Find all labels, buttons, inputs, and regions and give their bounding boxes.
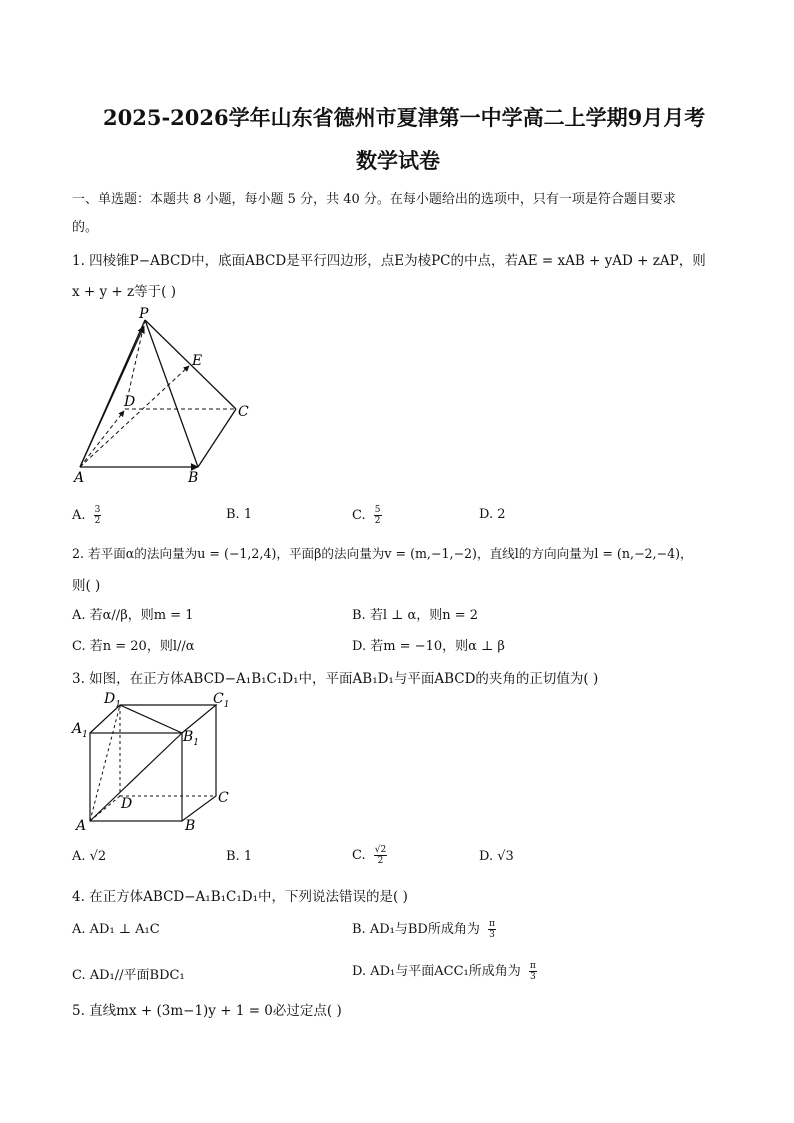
edge-BC <box>198 409 236 467</box>
q1-option-a[interactable]: A. $\frac{3}{2}$ <box>72 505 101 526</box>
question-2-stem-cont: 则( ) <box>72 578 101 594</box>
q4-option-c[interactable]: C. AD₁//平面BDC₁ <box>72 968 185 983</box>
label-B1: $B_1$ <box>183 729 200 748</box>
label-P: P <box>139 306 149 322</box>
cube-top-face <box>90 705 216 733</box>
section-heading: 一、单选题：本题共 8 小题，每小题 5 分，共 40 分。在每小题给出的选项中，只有一项是符合题目要求 <box>72 192 676 207</box>
label-D: D <box>121 796 133 812</box>
label-B: B <box>185 818 196 834</box>
q4-option-d[interactable]: D. AD₁与平面ACC₁所成角为 $\frac{\pi}{3}$ <box>352 961 536 982</box>
q3-option-d[interactable]: D. √3 <box>479 849 514 864</box>
q4-option-a[interactable]: A. AD₁ ⊥ A₁C <box>72 922 160 937</box>
q2-option-b[interactable]: B. 若l ⊥ α，则n = 2 <box>352 608 479 623</box>
question-3-stem: 3. 如图，在正方体ABCD−A₁B₁C₁D₁中，平面AB₁D₁与平面ABCD的夹角的正切值为( ) <box>72 671 599 687</box>
q2-option-d[interactable]: D. 若m = −10，则α ⊥ β <box>352 639 505 654</box>
label-A: A <box>74 470 85 486</box>
label-C1: $C_1$ <box>213 691 230 710</box>
q1-option-b[interactable]: B. 1 <box>226 507 253 522</box>
page-title: 2025-2026学年山东省德州市夏津第一中学高二上学期9月月考 <box>103 105 706 130</box>
edge-PC <box>145 320 236 409</box>
fraction-3-2: $\frac{3}{2}$ <box>94 505 101 526</box>
fraction-sqrt2-2: $\frac{√2}{2}$ <box>374 845 387 866</box>
question-1-stem-cont: x + y + z等于( ) <box>72 284 176 300</box>
q3-option-a[interactable]: A. √2 <box>72 849 107 864</box>
diag-AD1 <box>90 705 120 821</box>
diag-D1B1 <box>120 705 182 733</box>
section-heading-cont: 的。 <box>72 220 99 235</box>
q3-option-c[interactable]: C. $\frac{√2}{2}$ <box>352 845 387 866</box>
pyramid-figure <box>70 305 270 490</box>
question-1-stem: 1. 四棱锥P−ABCD中，底面ABCD是平行四边形，点E为棱PC的中点，若AE = xAB + yAD + zAP，则 <box>72 253 706 269</box>
cube-right-face <box>182 705 216 821</box>
q4-option-b[interactable]: B. AD₁与BD所成角为 $\frac{\pi}{3}$ <box>352 919 495 940</box>
q2-option-c[interactable]: C. 若n = 20，则l//α <box>72 639 195 654</box>
vector-AE <box>80 366 189 467</box>
cube-figure <box>68 688 243 838</box>
edge-PB <box>145 320 198 467</box>
diag-AB1 <box>90 733 182 821</box>
fraction-5-2: $\frac{5}{2}$ <box>374 505 381 526</box>
label-C: C <box>238 404 249 420</box>
q2-option-a[interactable]: A. 若α//β，则m = 1 <box>72 608 194 623</box>
question-5-stem: 5. 直线mx + (3m−1)y + 1 = 0必过定点( ) <box>72 1003 342 1019</box>
page-subtitle: 数学试卷 <box>356 148 440 173</box>
label-A: A <box>76 818 87 834</box>
label-D: D <box>124 394 136 410</box>
label-B: B <box>188 470 199 486</box>
label-E: E <box>192 353 203 369</box>
q1-option-d[interactable]: D. 2 <box>479 507 506 522</box>
question-4-stem: 4. 在正方体ABCD−A₁B₁C₁D₁中，下列说法错误的是( ) <box>72 889 408 905</box>
label-C: C <box>218 790 229 806</box>
question-2-stem: 2. 若平面α的法向量为u = (−1,2,4)，平面β的法向量为v = (m,−1,−2)，直线l的方向向量为l = (n,−2,−4)， <box>72 546 693 561</box>
label-D1: $D_1$ <box>104 691 121 710</box>
q1-option-c[interactable]: C. $\frac{5}{2}$ <box>352 505 381 526</box>
label-A1: $A_1$ <box>72 721 88 740</box>
fraction-pi-3: $\frac{\pi}{3}$ <box>529 961 536 982</box>
q3-option-b[interactable]: B. 1 <box>226 849 253 864</box>
fraction-pi-3: $\frac{\pi}{3}$ <box>488 919 495 940</box>
